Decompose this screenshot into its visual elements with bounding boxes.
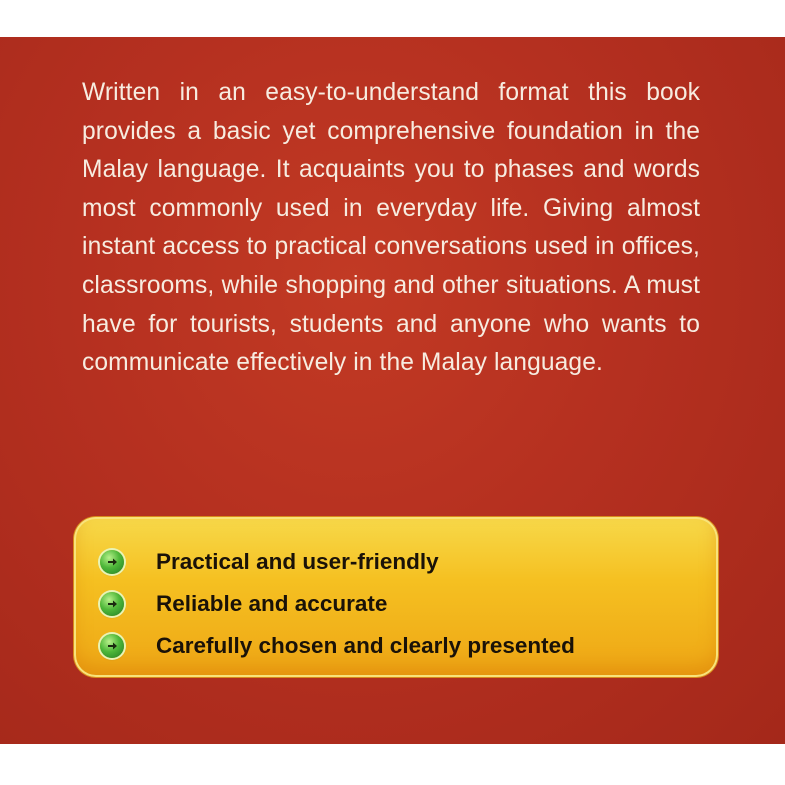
description-line: and anyone who wants to communicate <box>82 310 700 377</box>
back-cover <box>0 37 785 744</box>
features-box <box>74 517 718 677</box>
description-line: used in everyday life. Giving almost instant <box>82 194 701 261</box>
arrow-right-circle-icon <box>100 550 124 574</box>
description-line: foundation in the Malay language. It acquaints <box>82 117 700 184</box>
arrow-right-circle-icon <box>100 634 124 658</box>
feature-label: Carefully chosen and clearly presented <box>156 633 575 658</box>
feature-item <box>100 583 575 625</box>
features-list <box>100 541 575 667</box>
feature-label: Practical and user-friendly <box>156 549 439 574</box>
feature-item <box>100 625 575 667</box>
description-line: Written in an easy-to-understand format this <box>82 79 627 106</box>
feature-item <box>100 541 575 583</box>
arrow-right-circle-icon <box>100 592 124 616</box>
book-description <box>82 74 700 383</box>
description-line: access to practical conversations used in <box>162 233 615 261</box>
feature-label: Reliable and accurate <box>156 591 388 616</box>
description-line: offices, classrooms, while shopping and other <box>82 233 700 299</box>
description-line: effectively in the Malay language. <box>236 349 603 377</box>
description-line: you to phases and words most commonly <box>82 156 701 222</box>
description-line: situations. A must have for tourists, students <box>82 271 701 338</box>
description-line: book provides a basic yet comprehensive <box>82 79 701 145</box>
